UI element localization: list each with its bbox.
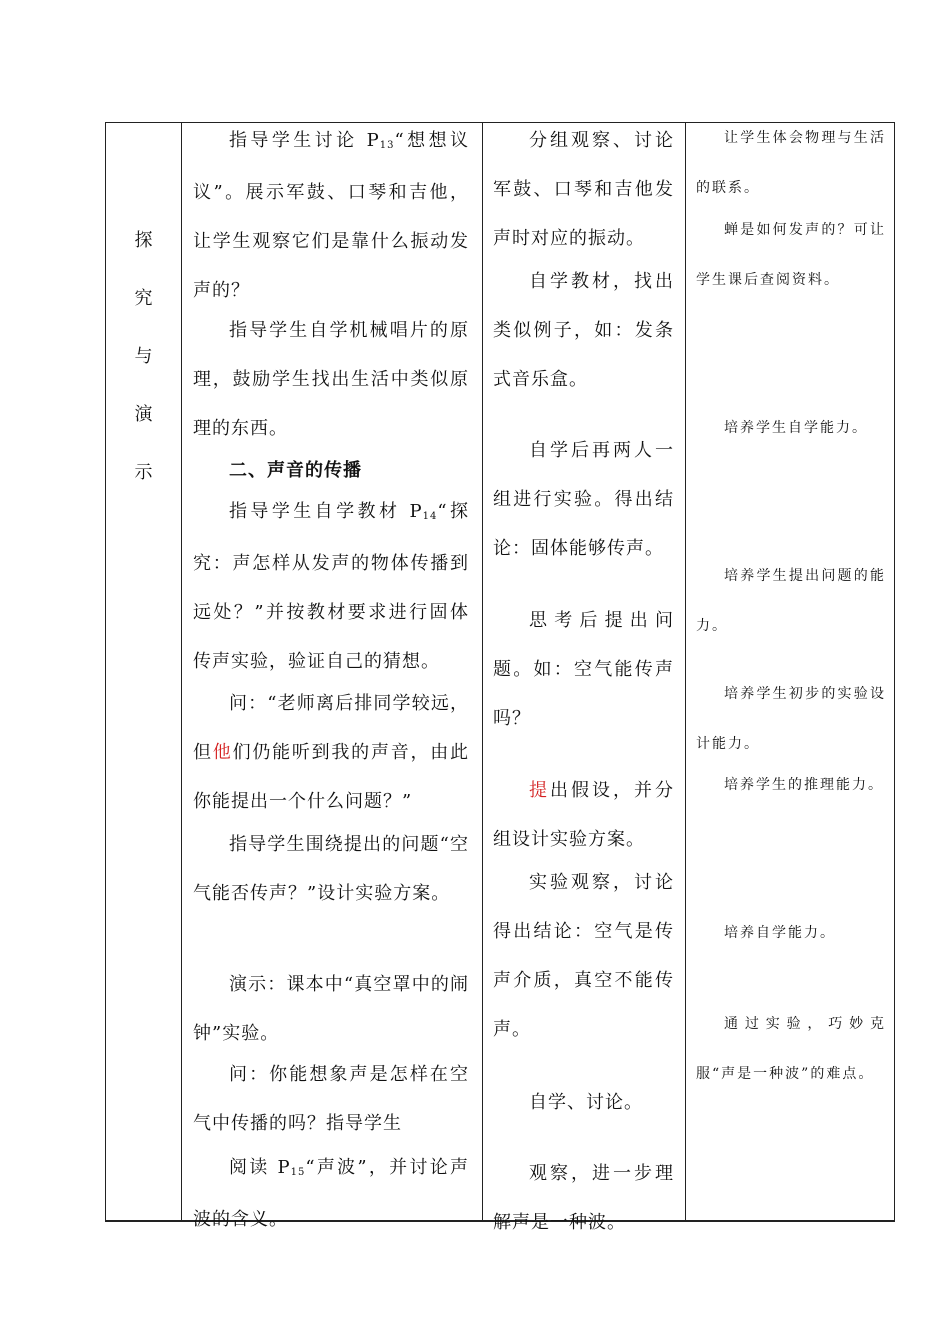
section-label-char: 示	[134, 462, 153, 483]
section-label-char: 与	[134, 346, 153, 367]
section-column	[106, 123, 181, 1220]
teacher-paragraph-4: 问：“老师离后排同学较远，但他们仍能听到我的声音，由此你能提出一个什么问题？”	[193, 693, 470, 812]
intent-paragraph-6: 培养学生的推理能力。	[724, 777, 884, 793]
teacher-paragraph-8: 阅读 $P_{15}“$声波”，并讨论声波的含义。	[193, 1157, 469, 1230]
intent-paragraph-7: 培养自学能力。	[724, 925, 836, 941]
student-paragraph-2: 自学教材，找出类似例子，如：发条式音乐盒。	[493, 271, 674, 390]
intent-paragraph-3: 培养学生自学能力。	[724, 420, 868, 436]
teacher-paragraph-5: 指导学生围绕提出的问题“空气能否传声？”设计实验方案。	[193, 834, 469, 904]
design-intent-column	[686, 123, 896, 1220]
intent-paragraph-2: 蝉是如何发声的？可让学生课后查阅资料。	[696, 222, 886, 288]
section-label-char: 演	[134, 404, 153, 425]
section-label	[106, 228, 181, 518]
lesson-plan-table	[105, 122, 895, 1233]
student-paragraph-1: 分组观察、讨论军鼓、口琴和吉他发声时对应的振动。	[493, 130, 674, 249]
teacher-paragraph-2: 指导学生自学机械唱片的原理，鼓励学生找出生活中类似原理的东西。	[193, 320, 469, 439]
teacher-paragraph-6: 演示：课本中“真空罩中的闹钟”实验。	[193, 974, 469, 1044]
section-label-char: 探	[134, 230, 153, 251]
student-activity-column	[483, 123, 684, 1233]
section-label-char: 究	[134, 288, 153, 309]
student-paragraph-7: 自学、讨论。	[529, 1092, 643, 1113]
teacher-paragraph-3: 指导学生自学教材 $P_{14}“$探究：声怎样从发声的物体传播到远处？”并按教材要求进行固体传声实验，验证自己的猜想。	[193, 501, 469, 672]
intent-paragraph-1: 让学生体会物理与生活的联系。	[696, 130, 886, 196]
student-paragraph-8: 观察，进一步理解声是一种波。	[493, 1163, 674, 1233]
student-paragraph-6: 实验观察，讨论得出结论：空气是传声介质，真空不能传声。	[493, 872, 674, 1040]
student-paragraph-4: 思考后提出问题。如：空气能传声吗？	[493, 610, 674, 729]
teacher-paragraph-1: 指导学生讨论 $P_{13}“$想想议议”。展示军鼓、口琴和吉他，让学生观察它们是靠什么振动发声的？	[193, 130, 469, 301]
teacher-activity-column	[181, 123, 481, 1230]
section-heading: 二、声音的传播	[229, 460, 362, 481]
intent-paragraph-4: 培养学生提出问题的能力。	[696, 568, 886, 634]
teacher-paragraph-7: 问：你能想象声是怎样在空气中传播的吗？指导学生	[193, 1064, 469, 1134]
student-paragraph-5: 提出假设，并分组设计实验方案。	[493, 780, 674, 850]
intent-paragraph-5: 培养学生初步的实验设计能力。	[696, 686, 886, 752]
intent-paragraph-8: 通过实验，巧妙克服“声是一种波”的难点。	[696, 1016, 886, 1082]
student-paragraph-3: 自学后再两人一组进行实验。得出结论：固体能够传声。	[493, 440, 674, 559]
